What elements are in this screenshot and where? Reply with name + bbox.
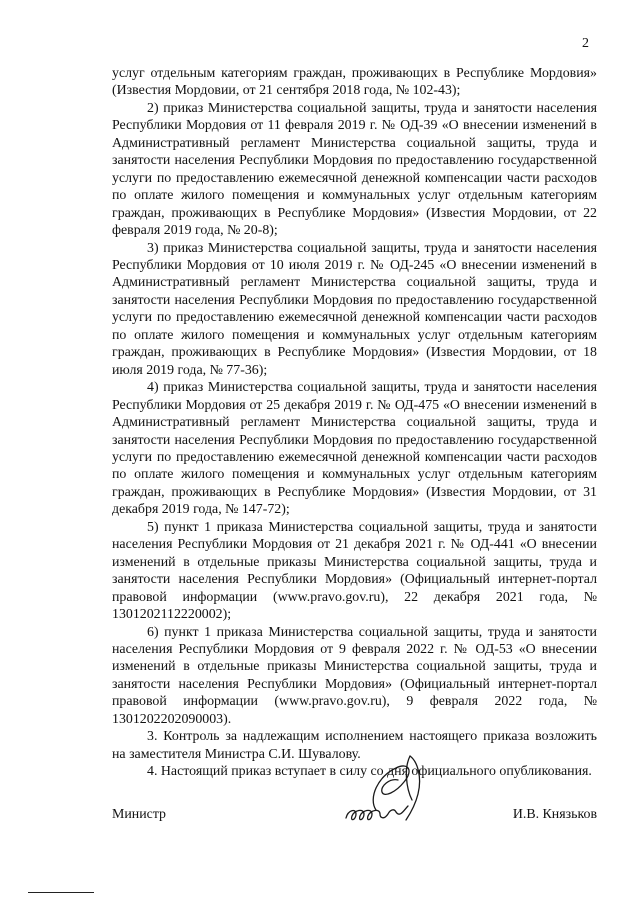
signature-block [112,802,597,826]
paragraph-item-5: 5) пункт 1 приказа Министерства социальной защиты, труда и занятости населения Республики Мордовия от 21 декабря 2021 г. № ОД-441 «О внесении изменений в отдельные приказы Министерства социальной защиты, труда и занятости населения Республики Мордовия» (Официальный интернет-портал правовой информации (www.pravo.gov.ru), 22 декабря 2021 года, № 1301202112220002); [112,519,597,623]
paragraph-effective: 4. Настоящий приказ вступает в силу со дня официального опубликования. [147,764,592,780]
paragraph-control: 3. Контроль за надлежащим исполнением настоящего приказа возложить на заместителя Министра С.И. Шувалову. [112,729,597,762]
page-number: 2 [582,36,589,51]
paragraph-item-2: 2) приказ Министерства социальной защиты, труда и занятости населения Республики Мордовия от 11 февраля 2019 г. № ОД-39 «О внесении изменений в Административный регламент Министерства социальной защиты, труда и занятости населения Республики Мордовия по предоставлению государственной услуги по предоставлению ежемесячной денежной компенсации части расходов по оплате жилого помещения и коммунальных услуг отдельным категориям граждан, проживающих в Республике Мордовия» (Известия Мордовии, от 22 февраля 2019 года, № 20-8); [112,100,597,239]
paragraph-continuation: услуг отдельным категориям граждан, проживающих в Республике Мордовия» (Известия Мордовии, от 21 сентября 2018 года, № 102-43); [112,66,597,99]
paragraph-item-4: 4) приказ Министерства социальной защиты, труда и занятости населения Республики Мордовия от 25 декабря 2019 г. № ОД-475 «О внесении изменений в Административный регламент Министерства социальной защиты, труда и занятости населения Республики Мордовия по предоставлению государственной услуги по предоставлению ежемесячной денежной компенсации части расходов по оплате жилого помещения и коммунальных услуг отдельным категориям граждан, проживающих в Республике Мордовия» (Известия Мордовии, от 31 декабря 2019 года, № 147-72); [112,380,597,518]
document-body [112,65,597,781]
signer-name: И.В. Князьков [512,807,597,822]
signer-title: Министр [112,807,167,822]
paragraph-item-3: 3) приказ Министерства социальной защиты, труда и занятости населения Республики Мордовия от 10 июля 2019 г. № ОД-245 «О внесении изменений в Административный регламент Министерства социальной защиты, труда и занятости населения Республики Мордовия по предоставлению государственной услуги по предоставлению ежемесячной денежной компенсации части расходов по оплате жилого помещения и коммунальных услуг отдельным категориям граждан, проживающих в Республике Мордовия» (Известия Мордовии, от 18 июля 2019 года, № 77-36); [112,240,597,378]
footer-rule [28,892,94,893]
paragraph-item-6: 6) пункт 1 приказа Министерства социальной защиты, труда и занятости населения Республики Мордовия от 9 февраля 2022 г. № ОД-53 «О внесении изменений в отдельные приказы Министерства социальной защиты, труда и занятости населения Республики Мордовия» (Официальный интернет-портал правовой информации (www.pravo.gov.ru), 9 февраля 2022 года, № 1301202202090003). [112,624,597,727]
